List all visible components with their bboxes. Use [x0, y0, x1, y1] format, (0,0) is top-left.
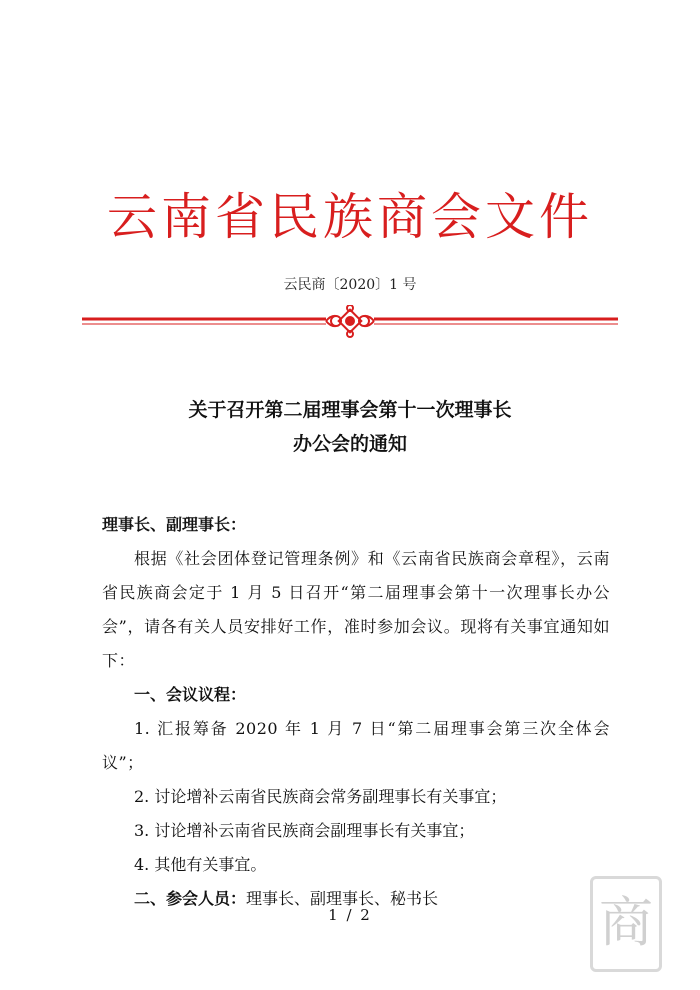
section1-heading: 一、会议议程： — [134, 685, 247, 704]
notice-body — [102, 508, 610, 916]
salutation: 理事长、副理事长： — [102, 515, 247, 534]
document-header-title: 云南省民族商会文件 — [107, 188, 593, 246]
section2-text: 理事长、副理事长、秘书长 — [246, 889, 439, 908]
divider-knot-ornament — [326, 305, 374, 337]
red-divider-ornament — [82, 305, 618, 341]
notice-title — [0, 393, 700, 461]
agenda-item-4: 4. 其他有关事宜。 — [134, 855, 267, 874]
agenda-item-2: 2. 讨论增补云南省民族商会常务副理事长有关事宜； — [134, 787, 507, 806]
notice-title-line2: 办公会的通知 — [292, 433, 407, 455]
agenda-item-3: 3. 讨论增补云南省民族商会副理事长有关事宜； — [134, 821, 475, 840]
chamber-logo-watermark — [590, 876, 662, 972]
notice-title-line1: 关于召开第二届理事会第十一次理事长 — [188, 399, 512, 421]
agenda-item-1: 1. 汇报筹备 2020 年 1 月 7 日“第二届理事会第三次全体会议”； — [102, 719, 610, 772]
document-number: 云民商〔2020〕1 号 — [283, 277, 417, 293]
section2-heading: 二、参会人员： — [134, 889, 247, 908]
watermark-glyph: 商 — [599, 891, 653, 954]
page-number: 1 / 2 — [328, 906, 372, 924]
intro-paragraph: 根据《社会团体登记管理条例》和《云南省民族商会章程》，云南省民族商会定于 1 月 5 日召开“第二届理事会第十一次理事长办公会”，请各有关人员安排好工作，准时参加会议。现将有关事宜通知如下： — [102, 549, 610, 670]
